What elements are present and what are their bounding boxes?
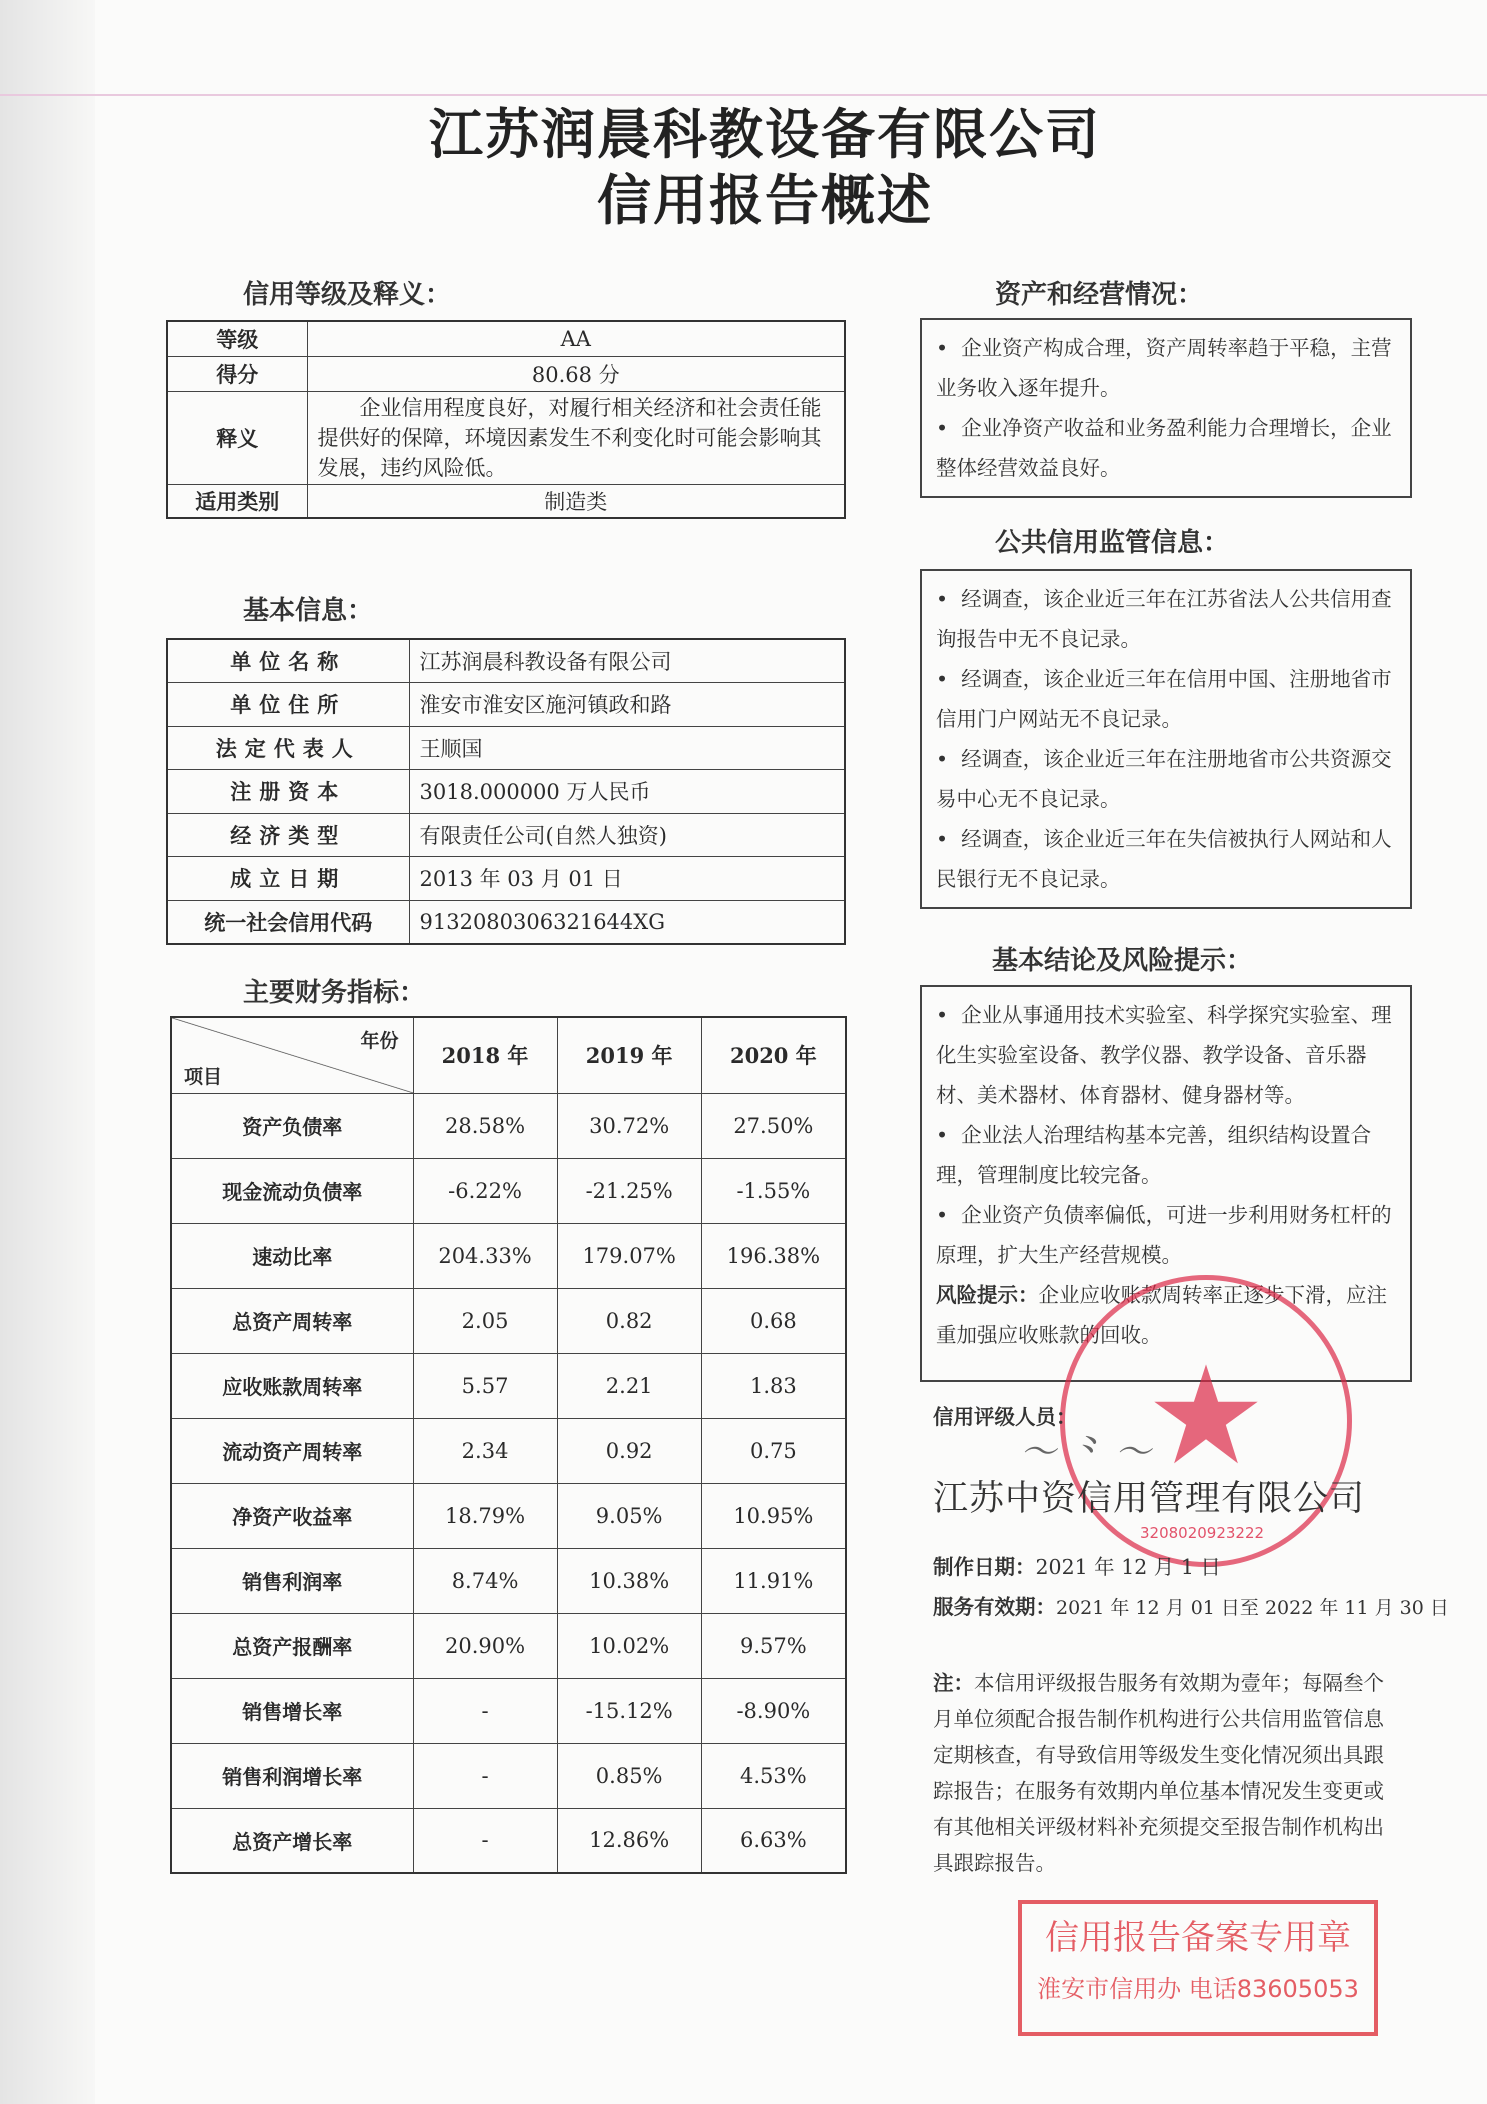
finance-value: 1.83 <box>701 1353 846 1418</box>
assets-box <box>920 318 1412 498</box>
finance-indicator: 应收账款周转率 <box>171 1353 413 1418</box>
rating-table <box>166 320 846 519</box>
finance-row <box>171 1418 846 1483</box>
finance-value: 0.68 <box>701 1288 846 1353</box>
conclusion-item: • 企业法人治理结构基本完善，组织结构设置合理，管理制度比较完备。 <box>936 1123 1372 1187</box>
corner-cell <box>171 1017 413 1093</box>
finance-value: 9.05% <box>557 1483 701 1548</box>
basic-info-key: 单位住所 <box>167 683 409 727</box>
scan-edge <box>0 0 95 2104</box>
seal-number: 3208020923222 <box>1140 1524 1265 1542</box>
basic-info-key: 注册资本 <box>167 770 409 814</box>
finance-indicator: 总资产周转率 <box>171 1288 413 1353</box>
finance-value: -6.22% <box>413 1158 557 1223</box>
finance-value: 2.21 <box>557 1353 701 1418</box>
basic-info-value: 3018.000000 万人民币 <box>409 770 845 814</box>
finance-indicator: 总资产报酬率 <box>171 1613 413 1678</box>
finance-row <box>171 1613 846 1678</box>
assets-item: • 企业净资产收益和业务盈利能力合理增长，企业整体经营效益良好。 <box>936 416 1392 480</box>
basic-info-row <box>167 726 845 770</box>
finance-row <box>171 1093 846 1158</box>
assets-heading: 资产和经营情况： <box>995 280 1204 310</box>
basic-info-row <box>167 813 845 857</box>
star-icon <box>1151 1360 1261 1470</box>
assets-item: • 企业资产构成合理，资产周转率趋于平稳，主营业务收入逐年提升。 <box>936 336 1392 400</box>
category-key: 适用类别 <box>167 484 307 518</box>
basic-info-value: 王顺国 <box>409 726 845 770</box>
score-key: 得分 <box>167 356 307 391</box>
finance-indicator: 总资产增长率 <box>171 1808 413 1873</box>
public-box <box>920 569 1412 909</box>
finance-value: 18.79% <box>413 1483 557 1548</box>
rating-value: AA <box>307 321 845 356</box>
finance-indicator: 销售利润增长率 <box>171 1743 413 1808</box>
finance-value: 196.38% <box>701 1223 846 1288</box>
finance-row <box>171 1158 846 1223</box>
finance-indicator: 销售利润率 <box>171 1548 413 1613</box>
production-date: 制作日期：2021 年 12 月 1 日 <box>933 1555 1221 1579</box>
finance-row <box>171 1678 846 1743</box>
finance-value: 20.90% <box>413 1613 557 1678</box>
rating-heading: 信用等级及释义： <box>243 280 452 310</box>
year-2020: 2020 年 <box>701 1017 846 1093</box>
public-heading: 公共信用监管信息： <box>995 528 1230 558</box>
basic-info-value: 江苏润晨科教设备有限公司 <box>409 639 845 683</box>
finance-table <box>170 1016 847 1874</box>
finance-value: 2.34 <box>413 1418 557 1483</box>
finance-value: 12.86% <box>557 1808 701 1873</box>
finance-indicator: 现金流动负债率 <box>171 1158 413 1223</box>
finance-heading: 主要财务指标： <box>243 978 426 1008</box>
finance-row <box>171 1808 846 1873</box>
basic-info-row <box>167 770 845 814</box>
finance-value: -1.55% <box>701 1158 846 1223</box>
finance-indicator: 速动比率 <box>171 1223 413 1288</box>
basic-info-row <box>167 857 845 901</box>
filing-stamp-phone: 淮安市信用办 电话83605053 <box>1037 1975 1359 2003</box>
finance-value: - <box>413 1678 557 1743</box>
item-label: 项目 <box>184 1065 223 1088</box>
year-label: 年份 <box>360 1030 399 1052</box>
finance-value: 2.05 <box>413 1288 557 1353</box>
finance-value: 10.38% <box>557 1548 701 1613</box>
finance-row <box>171 1743 846 1808</box>
category-value: 制造类 <box>307 484 845 518</box>
meaning-key: 释义 <box>167 391 307 484</box>
filing-stamp-title: 信用报告备案专用章 <box>1045 1918 1351 1958</box>
meaning-value: 企业信用程度良好，对履行相关经济和社会责任能提供好的保障，环境因素发生不利变化时可能会影响其发展，违约风险低。 <box>307 391 845 484</box>
finance-value: 0.92 <box>557 1418 701 1483</box>
finance-row <box>171 1223 846 1288</box>
finance-value: 0.85% <box>557 1743 701 1808</box>
basic-info-key: 法定代表人 <box>167 726 409 770</box>
finance-value: 5.57 <box>413 1353 557 1418</box>
agency-name: 江苏中资信用管理有限公司 <box>933 1479 1366 1519</box>
basic-info-row <box>167 683 845 727</box>
basic-info-key: 成立日期 <box>167 857 409 901</box>
public-item: • 经调查，该企业近三年在信用中国、注册地省市信用门户网站无不良记录。 <box>936 667 1392 731</box>
basic-info-value: 913208030632164​4XG <box>409 900 845 944</box>
finance-value: 9.57% <box>701 1613 846 1678</box>
public-item: • 经调查，该企业近三年在失信被执行人网站和人民银行无不良记录。 <box>936 827 1392 891</box>
finance-indicator: 净资产收益率 <box>171 1483 413 1548</box>
finance-row <box>171 1288 846 1353</box>
footnote: 注：本信用评级报告服务有效期为壹年；每隔叁个月单位须配合报告制作机构进行公共信用监管信息定期核查，有导致信用等级发生变化情况须出具跟踪报告；在服务有效期内单位基本情况发生变更或有其他相关评级材料补充须提交至报告制作机构出具跟踪报告。 <box>933 1671 1384 1875</box>
basic-info-row <box>167 639 845 683</box>
finance-value: 0.75 <box>701 1418 846 1483</box>
conclusion-item: • 企业资产负债率偏低，可进一步利用财务杠杆的原理，扩大生产经营规模。 <box>936 1203 1392 1267</box>
finance-value: 179.07% <box>557 1223 701 1288</box>
finance-row <box>171 1353 846 1418</box>
finance-value: 27.50% <box>701 1093 846 1158</box>
finance-value: - <box>413 1743 557 1808</box>
year-2019: 2019 年 <box>557 1017 701 1093</box>
report-title: 信用报告概述 <box>597 169 933 232</box>
finance-value: 4.53% <box>701 1743 846 1808</box>
conclusion-item: • 企业从事通用技术实验室、科学探究实验室、理化生实验室设备、教学仪器、教学设备、音乐器材、美术器材、体育器材、健身器材等。 <box>936 1003 1392 1107</box>
finance-value: 8.74% <box>413 1548 557 1613</box>
company-title: 江苏润晨科教设备有限公司 <box>429 103 1101 166</box>
year-2018: 2018 年 <box>413 1017 557 1093</box>
conclusion-heading: 基本结论及风险提示： <box>992 946 1253 976</box>
valid-period: 服务有效期：2021 年 12 月 01 日至 2022 年 11 月 30 日 <box>933 1595 1449 1619</box>
finance-value: 10.95% <box>701 1483 846 1548</box>
risk-note: 风险提示：企业应收账款周转率正逐步下滑，应注重加强应收账款的回收。 <box>936 1283 1387 1347</box>
divider <box>0 94 1487 96</box>
basic-info-key: 统一社会信用代码 <box>167 900 409 944</box>
finance-value: - <box>413 1808 557 1873</box>
finance-value: 204.33% <box>413 1223 557 1288</box>
finance-value: 10.02% <box>557 1613 701 1678</box>
finance-value: -15.12% <box>557 1678 701 1743</box>
finance-row <box>171 1483 846 1548</box>
basic-heading: 基本信息： <box>243 596 374 626</box>
finance-value: -21.25% <box>557 1158 701 1223</box>
score-value: 80.68 分 <box>307 356 845 391</box>
finance-value: 11.91% <box>701 1548 846 1613</box>
finance-indicator: 流动资产周转率 <box>171 1418 413 1483</box>
finance-value: 0.82 <box>557 1288 701 1353</box>
rating-key: 等级 <box>167 321 307 356</box>
public-item: • 经调查，该企业近三年在江苏省法人公共信用查询报告中无不良记录。 <box>936 587 1392 651</box>
public-item: • 经调查，该企业近三年在注册地省市公共资源交易中心无不良记录。 <box>936 747 1392 811</box>
finance-indicator: 销售增长率 <box>171 1678 413 1743</box>
finance-value: 28.58% <box>413 1093 557 1158</box>
basic-info-row <box>167 900 845 944</box>
finance-indicator: 资产负债率 <box>171 1093 413 1158</box>
basic-info-value: 淮安市淮安区施河镇政和路 <box>409 683 845 727</box>
finance-value: 30.72% <box>557 1093 701 1158</box>
filing-stamp <box>1018 1900 1378 2036</box>
finance-value: -8.90% <box>701 1678 846 1743</box>
basic-info-table <box>166 638 846 945</box>
basic-info-key: 单位名称 <box>167 639 409 683</box>
basic-info-key: 经济类型 <box>167 813 409 857</box>
rater-signatures: 〜 ⺀ 〜 <box>1020 1432 1151 1473</box>
basic-info-value: 2013 年 03 月 01 日 <box>409 857 845 901</box>
finance-value: 6.63% <box>701 1808 846 1873</box>
finance-row <box>171 1548 846 1613</box>
basic-info-value: 有限责任公司(自然人独资) <box>409 813 845 857</box>
raters-label: 信用评级人员： <box>933 1405 1077 1429</box>
